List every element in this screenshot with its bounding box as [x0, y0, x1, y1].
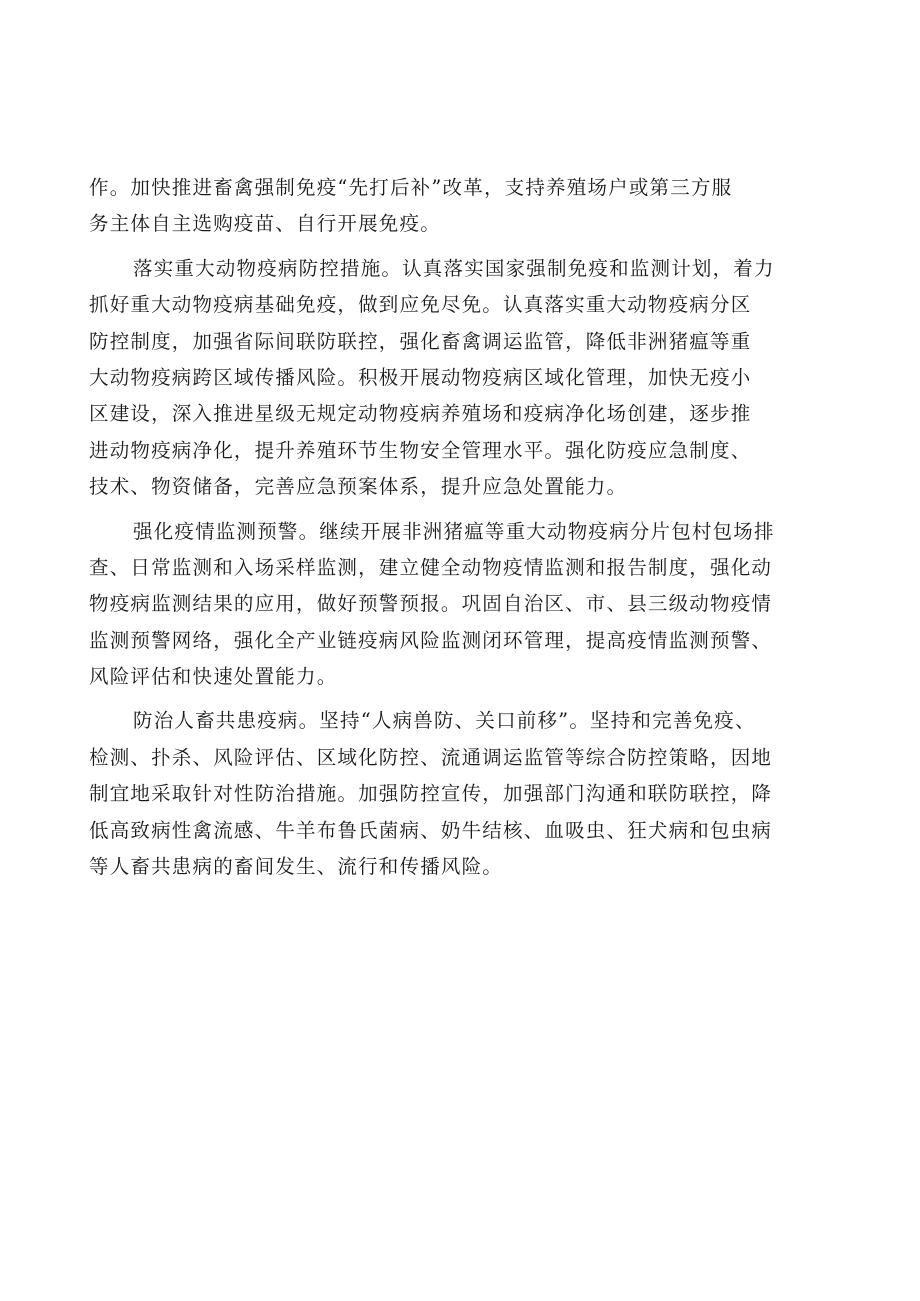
text-line: 防治人畜共患疫病。坚持“人病兽防、关口前移”。坚持和完善免疫、 [133, 709, 756, 733]
text-line: 风险评估和快速处置能力。 [89, 665, 338, 689]
text-line: 区建设，深入推进星级无规定动物疫病养殖场和疫病净化场创建，逐步推 [89, 402, 752, 426]
text-line: 低高致病性禽流感、牛羊布鲁氏菌病、奶牛结核、血吸虫、狂犬病和包虫病 [89, 818, 773, 842]
text-line: 防控制度，加强省际间联防联控，强化畜禽调运监管，降低非洲猪瘟等重 [89, 329, 752, 353]
text-line: 作。加快推进畜禽强制免疫“先打后补”改革，支持养殖场户或第三方服 [89, 176, 733, 199]
text-line: 物疫病监测结果的应用，做好预警预报。巩固自治区、市、县三级动物疫情 [89, 592, 773, 616]
paragraph-continuation [89, 170, 849, 243]
document-body [89, 170, 849, 885]
paragraph-prevention-measures [89, 251, 849, 506]
text-line: 抓好重大动物疫病基础免疫，做到应免尽免。认真落实重大动物疫病分区 [89, 293, 752, 317]
text-line: 落实重大动物疫病防控措施。认真落实国家强制免疫和监测计划，着力 [133, 256, 775, 280]
paragraph-zoonoses [89, 703, 849, 885]
text-line: 技术、物资储备，完善应急预案体系，提升应急处置能力。 [89, 475, 628, 499]
text-line: 监测预警网络，强化全产业链疫病风险监测闭环管理，提高疫情监测预警、 [89, 628, 773, 652]
text-line: 强化疫情监测预警。继续开展非洲猪瘟等重大动物疫病分片包村包场排 [133, 519, 775, 543]
paragraph-monitoring-warning [89, 514, 849, 696]
text-line: 等人畜共患病的畜间发生、流行和传播风险。 [89, 855, 504, 879]
text-line: 务主体自主选购疫苗、自行开展免疫。 [89, 212, 441, 236]
text-line: 制宜地采取针对性防治措施。加强防控宣传，加强部门沟通和联防联控，降 [89, 782, 773, 806]
text-line: 大动物疫病跨区域传播风险。积极开展动物疫病区域化管理，加快无疫小 [89, 365, 752, 389]
text-line: 检测、扑杀、风险评估、区域化防控、流通调运监管等综合防控策略，因地 [89, 745, 773, 769]
text-line: 查、日常监测和入场采样监测，建立健全动物疫情监测和报告制度，强化动 [89, 555, 773, 579]
text-line: 进动物疫病净化，提升养殖环节生物安全管理水平。强化防疫应急制度、 [89, 438, 752, 462]
